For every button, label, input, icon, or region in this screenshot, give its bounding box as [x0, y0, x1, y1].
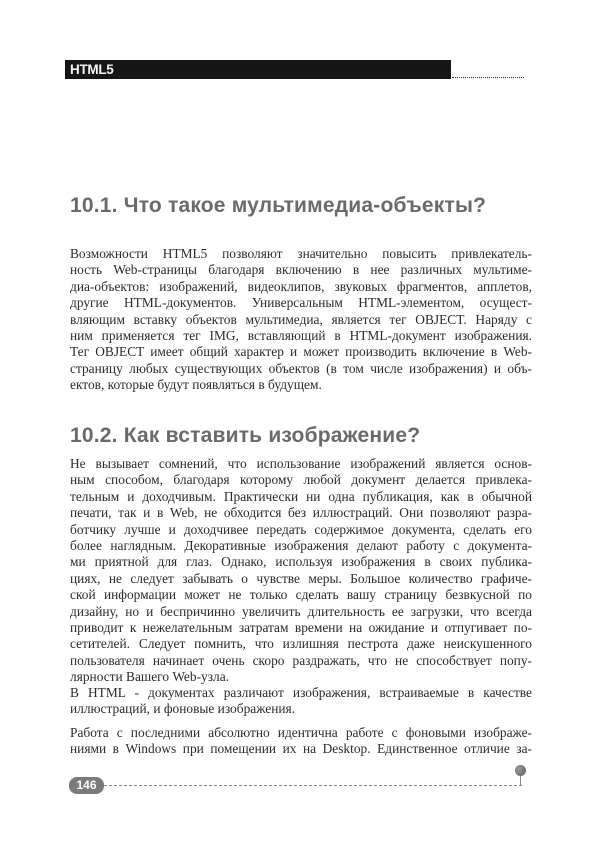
text-line: ним применяется тег IMG, вставляющий в HTML-документ изображения. — [70, 327, 532, 343]
text-line: Не вызывает сомнений, что использование изображений является основ- — [70, 456, 532, 471]
text-line: В HTML - документах различают изображения, встраиваемые в качестве — [70, 685, 532, 700]
text-line: тельным и доходчивым. Практически ни одна публикация, как в обычной — [70, 488, 532, 504]
text-line: циях, не следует забывать о чувстве меры. Большое количество графиче- — [70, 570, 532, 586]
text-line: более наглядным. Декоративные изображения делают работу с документа- — [70, 537, 532, 553]
text-line: Тег OBJECT имеет общий характер и может производить включение в Web- — [70, 344, 532, 360]
section-10-2-paragraph-3 — [70, 725, 532, 758]
page-number-badge: 146 — [69, 777, 104, 794]
decorative-pin-icon — [515, 765, 526, 776]
text-line: дизайну, но и беспричинно увеличить длительность ее загрузки, что всегда — [70, 603, 532, 619]
text-line: вляющим вставку объектов мультимедиа, является тег OBJECT. Наряду с — [70, 311, 532, 327]
section-10-1-paragraph-1 — [70, 246, 532, 394]
text-line: ботчику лучше и доходчивее передать содержимое документа, сделать его — [70, 521, 532, 537]
text-line: ектов, которые будут появляться в будущем. — [70, 377, 322, 393]
section-10-2-paragraph-2 — [70, 685, 532, 718]
text-line: страницу любых существующих объектов (в том числе изображения) и объ- — [70, 360, 532, 376]
text-line: ми приятной для глаз. Однако, используя изображения в своих публика- — [70, 554, 532, 570]
header-dotted-rule — [452, 77, 524, 78]
text-line: приводит к нежелательным затратам времени на ожидание и отпугивает по- — [70, 619, 532, 635]
decorative-pin-stem — [520, 775, 521, 785]
text-line: пользователя начинает очень скоро раздражать, что не способствует попу- — [70, 652, 532, 668]
text-line: ность Web-страницы благодаря включению в нее различных мультиме- — [70, 262, 532, 278]
text-line: лярности Вашего Web-узла. — [70, 669, 229, 685]
text-line: ниями в Windows при помещении их на Desktop. Единственное отличие за- — [70, 741, 532, 757]
section-10-2-paragraph-1 — [70, 456, 532, 685]
text-line: Возможности HTML5 позволяют значительно повысить привлекатель- — [70, 246, 532, 261]
text-line: сетителей. Следует помнить, что излишняя пестрота даже неискушенного — [70, 636, 532, 652]
text-line: печати, так и в Web, не обходится без иллюстраций. Они позволяют разра- — [70, 505, 532, 521]
text-line: ской информации может не только сделать вашу страницу безвкусной по — [70, 587, 532, 603]
running-header-bar — [65, 60, 451, 79]
text-line: диа-объектов: изображений, видеоклипов, звуковых фрагментов, апплетов, — [70, 278, 532, 294]
text-line: другие HTML-документов. Универсальным HTML-элементом, осущест- — [70, 295, 532, 311]
section-heading-10-2: 10.2. Как вставить изображение? — [70, 424, 421, 447]
text-line: иллюстраций, и фоновые изображения. — [70, 701, 296, 717]
text-line: ным способом, благодаря которому любой документ делается привлека- — [70, 472, 532, 488]
text-line: Работа с последними абсолютно идентична работе с фоновыми изображе- — [70, 725, 532, 740]
section-heading-10-1: 10.1. Что такое мультимедиа-объекты? — [70, 194, 487, 217]
running-header-title: HTML5 — [70, 62, 114, 77]
footer-dotted-rule — [104, 785, 522, 786]
